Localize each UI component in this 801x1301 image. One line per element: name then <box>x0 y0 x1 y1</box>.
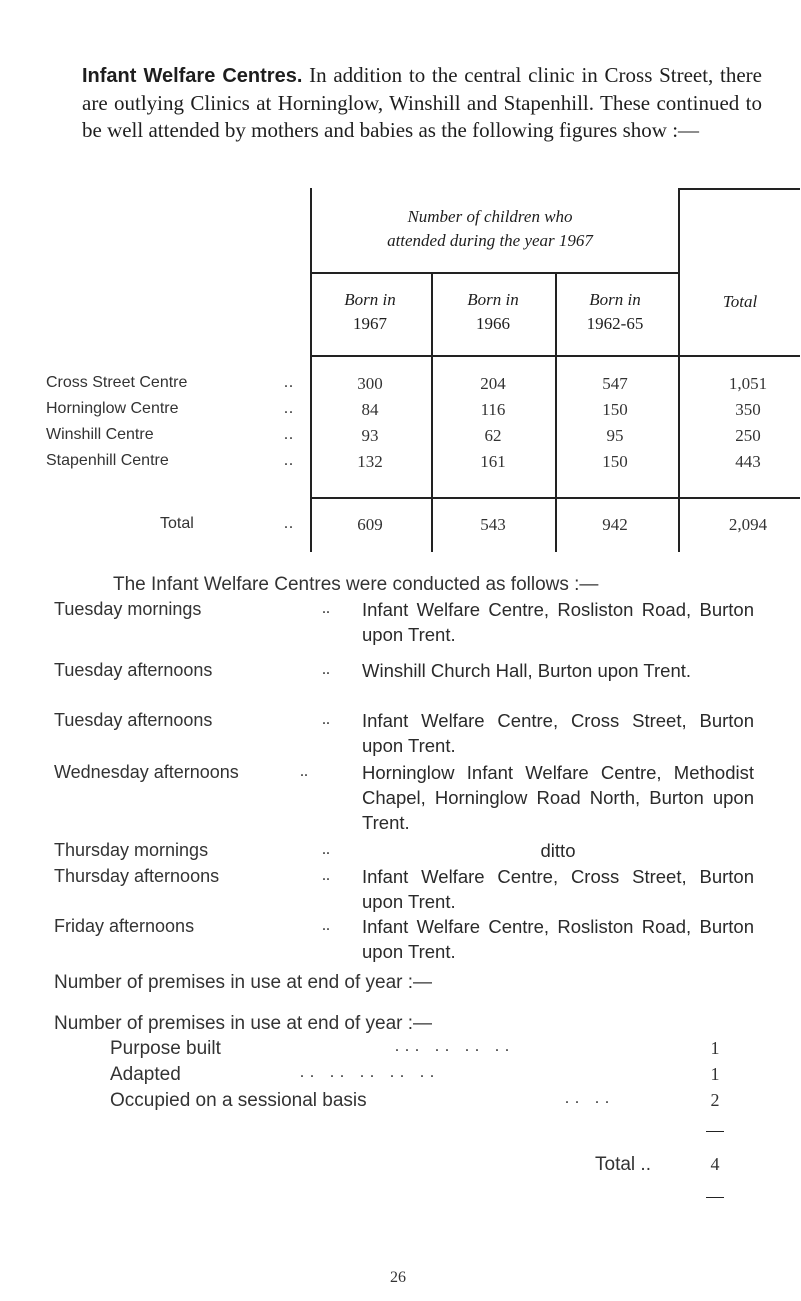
table-rule <box>555 272 557 552</box>
column-header-1966 <box>453 288 533 336</box>
row-label: Winshill Centre <box>46 426 154 443</box>
page-number: 26 <box>390 1269 406 1286</box>
premises-heading: Number of premises in use at end of year :— <box>54 972 433 993</box>
table-cell: 547 <box>602 374 628 393</box>
table-cell: 161 <box>480 452 506 471</box>
row-label: Cross Street Centre <box>46 374 188 391</box>
table-cell: 84 <box>361 400 379 419</box>
schedule-day: Thursday mornings <box>54 840 209 860</box>
table-cell: 150 <box>602 400 628 419</box>
column-header-line1: Born in <box>344 290 396 309</box>
table-rule <box>310 497 800 499</box>
row-leader: .. <box>284 426 294 443</box>
schedule-leader: .. <box>322 711 330 728</box>
table-total-cell: 543 <box>480 515 506 534</box>
premises-item-label: Purpose built <box>110 1038 221 1059</box>
row-leader: .. <box>284 400 294 417</box>
premises-heading-repeat: Number of premises in use at end of year :— <box>54 1013 433 1034</box>
premises-total-label: Total .. <box>595 1154 651 1175</box>
table-cell: 204 <box>480 374 506 393</box>
row-label: Stapenhill Centre <box>46 452 169 469</box>
column-header-line2: 1962-65 <box>586 314 644 333</box>
column-header-1967 <box>330 288 410 336</box>
schedule-leader: .. <box>322 867 330 884</box>
group-header-line1: Number of children who <box>407 207 573 226</box>
schedule-place: Infant Welfare Centre, Cross Street, Burton upon Trent. <box>362 866 754 912</box>
section-heading: Infant Welfare Centres. <box>82 65 303 87</box>
table-cell: 62 <box>484 426 502 445</box>
row-leader: .. <box>284 515 294 532</box>
sum-rule <box>706 1131 724 1132</box>
table-cell: 250 <box>735 426 761 445</box>
table-cell: 95 <box>606 426 624 445</box>
schedule-day: Tuesday afternoons <box>54 710 213 730</box>
table-cell: 150 <box>602 452 628 471</box>
schedule-place: Infant Welfare Centre, Rosliston Road, Burton upon Trent. <box>362 599 754 645</box>
premises-item-leader: ... .. .. .. <box>395 1038 515 1055</box>
row-leader: .. <box>284 374 294 391</box>
schedule-place: ditto <box>540 840 576 861</box>
column-header-total: Total <box>722 292 758 311</box>
intro-paragraph <box>82 62 762 144</box>
table-total-cell: 942 <box>602 515 628 534</box>
schedule-leader: .. <box>322 661 330 678</box>
table-cell: 350 <box>735 400 761 419</box>
column-header-1962-65 <box>575 288 655 336</box>
table-cell: 116 <box>480 400 506 419</box>
column-header-line1: Born in <box>467 290 519 309</box>
table-cell: 300 <box>357 374 383 393</box>
table-rule <box>310 355 800 357</box>
schedule-place: Horninglow Infant Welfare Centre, Methodist Chapel, Horninglow Road North, Burton upon Trent. <box>362 762 754 833</box>
schedule-leader: .. <box>322 917 330 934</box>
group-header <box>320 205 660 253</box>
group-header-line2: attended during the year 1967 <box>387 231 593 250</box>
premises-item-leader: .. .. .. .. .. <box>300 1064 440 1081</box>
table-rule <box>678 188 800 190</box>
schedule-leader: .. <box>300 763 308 780</box>
sum-rule <box>706 1197 724 1198</box>
column-header-line1: Born in <box>589 290 641 309</box>
column-header-line2: 1967 <box>353 314 387 333</box>
premises-item-value: 1 <box>710 1038 720 1058</box>
table-total-cell: 609 <box>357 515 383 534</box>
table-cell: 1,051 <box>728 374 768 393</box>
premises-item-leader: .. .. <box>565 1090 615 1107</box>
schedule-day: Wednesday afternoons <box>54 762 239 782</box>
schedule-place: Infant Welfare Centre, Cross Street, Burton upon Trent. <box>362 710 754 756</box>
table-rule <box>431 272 433 552</box>
total-row-label: Total <box>160 515 194 532</box>
premises-total-value: 4 <box>710 1154 720 1174</box>
row-label: Horninglow Centre <box>46 400 179 417</box>
column-header-line2: 1966 <box>476 314 510 333</box>
table-rule <box>310 272 678 274</box>
row-leader: .. <box>284 452 294 469</box>
premises-item-label: Occupied on a sessional basis <box>110 1090 367 1111</box>
premises-item-value: 1 <box>710 1064 720 1084</box>
schedule-day: Tuesday afternoons <box>54 660 213 680</box>
premises-item-value: 2 <box>710 1090 720 1110</box>
table-cell: 132 <box>357 452 383 471</box>
schedule-place: Infant Welfare Centre, Rosliston Road, Burton upon Trent. <box>362 916 754 962</box>
schedule-day: Thursday afternoons <box>54 866 220 886</box>
schedule-intro: The Infant Welfare Centres were conducted as follows :— <box>113 574 599 595</box>
schedule-day: Tuesday mornings <box>54 599 202 619</box>
premises-item-label: Adapted <box>110 1064 181 1085</box>
table-total-cell: 2,094 <box>728 515 768 534</box>
intro-text: In addition to the central clinic in Cross Street, there are outlying Clinics at Horninglow, Winshill and Stapenhill. These continued to be well attended by mothers and babies as the following figures show :— <box>82 63 762 142</box>
table-cell: 93 <box>361 426 379 445</box>
table-cell: 443 <box>735 452 761 471</box>
schedule-place: Winshill Church Hall, Burton upon Trent. <box>362 660 692 681</box>
schedule-leader: .. <box>322 841 330 858</box>
schedule-day: Friday afternoons <box>54 916 195 936</box>
schedule-leader: .. <box>322 600 330 617</box>
